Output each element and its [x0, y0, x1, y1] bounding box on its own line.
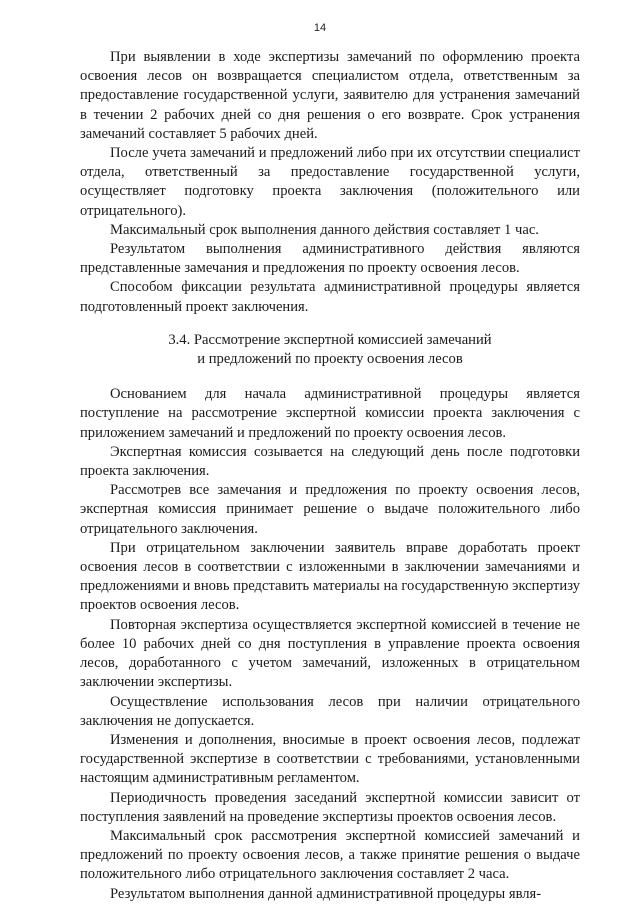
- document-body: [80, 48, 580, 904]
- page-number: 14: [313, 22, 327, 34]
- section-heading-line: 3.4. Рассмотрение экспертной комиссией замечаний: [168, 331, 492, 348]
- paragraph: Способом фиксации результата административной процедуры является подготовленный проект заключения.: [80, 279, 580, 315]
- paragraph: После учета замечаний и предложений либо при их отсутствии специалист отдела, ответственный за предоставление государственной услуги, осуществляет подготовку проекта заключения (положительного или отрицательного).: [80, 145, 580, 219]
- section-heading-line: и предложений по проекту освоения лесов: [197, 351, 463, 368]
- paragraph: Изменения и дополнения, вносимые в проект освоения лесов, подлежат государственной экспертизе в соответствии с требованиями, установленными настоящим административным регламентом.: [80, 731, 580, 787]
- paragraph: Экспертная комиссия созывается на следующий день после подготовки проекта заключения.: [80, 443, 580, 480]
- paragraph: При выявлении в ходе экспертизы замечаний по оформлению проекта освоения лесов он возвращается специалистом отдела, ответственным за предоставление государственной услуги, заявителю для устранения замечаний в течении 2 рабочих дней со дня решения о его возврате. Срок устранения замечаний составляет 5 рабочих дней.: [80, 49, 580, 142]
- paragraph: Результатом выполнения данной административной процедуры явля-: [110, 885, 542, 902]
- section-heading: [80, 331, 580, 369]
- paragraph: Основанием для начала административной процедуры является поступление на рассмотрение экспертной комиссии проекта заключения с приложением замечаний и предложений по проекту освоения лесов.: [80, 386, 580, 441]
- paragraph: Максимальный срок рассмотрения экспертной комиссией замечаний и предложений по проекту освоения лесов, а также принятие решения о выдаче положительного либо отрицательного заключения составляет 2 часа.: [80, 827, 580, 883]
- paragraph: Рассмотрев все замечания и предложения по проекту освоения лесов, экспертная комиссия принимает решение о выдаче положительного либо отрицательного заключения.: [80, 482, 580, 537]
- paragraph: При отрицательном заключении заявитель вправе доработать проект освоения лесов в соответствии с изложенными в заключении замечаниями и предложениями и вновь представить материалы на государственную экспертизу проектов освоения лесов.: [80, 539, 580, 614]
- paragraph: Максимальный срок выполнения данного действия составляет 1 час.: [110, 221, 539, 238]
- paragraph: Осуществление использования лесов при наличии отрицательного заключения не допускается.: [80, 693, 580, 729]
- paragraph: Результатом выполнения административного действия являются представленные замечания и предложения по проекту освоения лесов.: [80, 241, 580, 277]
- paragraph: Повторная экспертиза осуществляется экспертной комиссией в течение не более 10 рабочих дней со дня поступления в управление проекта освоения лесов, доработанного с учетом замечаний, изложенных в отрицательном заключении экспертизы.: [80, 616, 580, 691]
- paragraph: Периодичность проведения заседаний экспертной комиссии зависит от поступления заявлений на проведение экспертизы проектов освоения лесов.: [80, 789, 580, 825]
